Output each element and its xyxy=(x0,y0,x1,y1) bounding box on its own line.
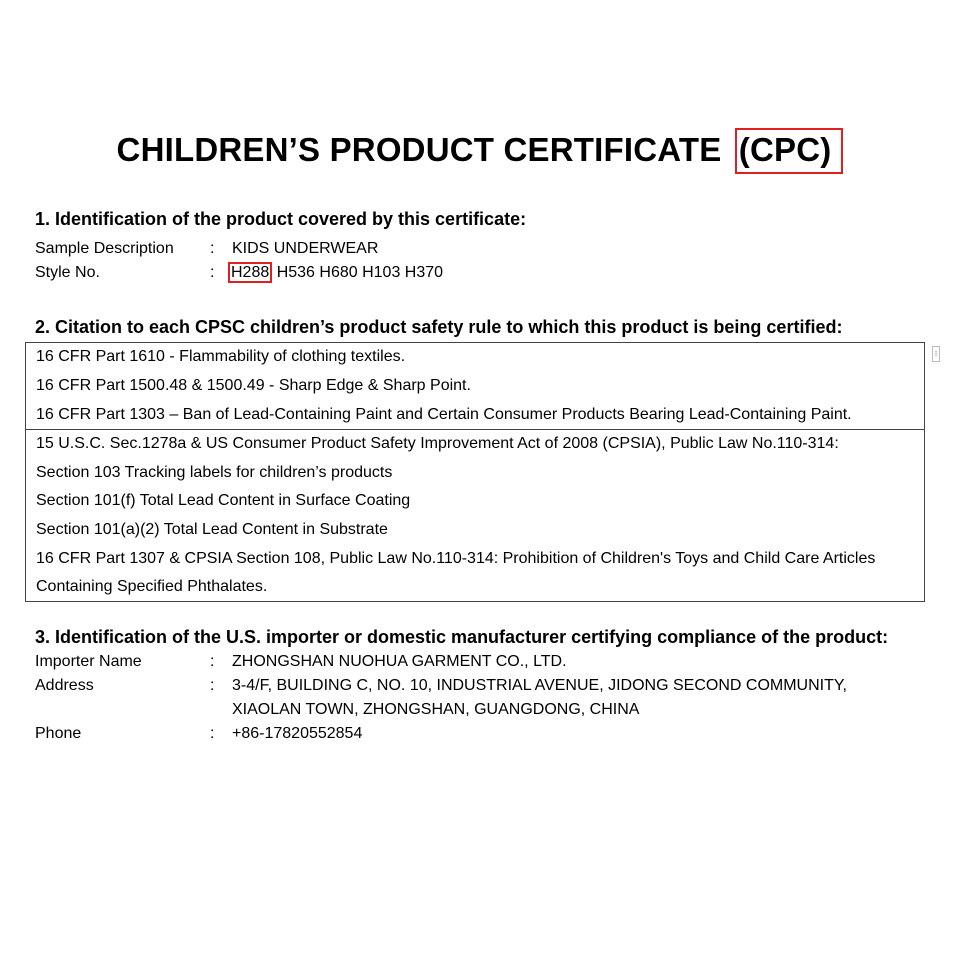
style-no-highlight: H288 xyxy=(228,262,272,283)
address-value-line-2: XIAOLAN TOWN, ZHONGSHAN, GUANGDONG, CHINA xyxy=(232,701,640,718)
rule-line: 16 CFR Part 1610 - Flammability of clothing textiles. xyxy=(36,348,406,365)
phone-colon: : xyxy=(210,725,215,742)
style-no-rest: H536 H680 H103 H370 xyxy=(276,264,444,281)
sample-description-label: Sample Description xyxy=(35,240,174,257)
sample-description-colon: : xyxy=(210,240,215,257)
address-colon: : xyxy=(210,677,215,694)
style-no-value xyxy=(231,262,443,284)
address-value-line-1: 3-4/F, BUILDING C, NO. 10, INDUSTRIAL AVENUE, JIDONG SECOND COMMUNITY, xyxy=(232,677,847,694)
rule-line: 15 U.S.C. Sec.1278a & US Consumer Product Safety Improvement Act of 2008 (CPSIA), Public Law No.110-314: xyxy=(36,435,839,452)
address-label: Address xyxy=(35,677,94,694)
importer-name-value: ZHONGSHAN NUOHUA GARMENT CO., LTD. xyxy=(232,653,567,670)
phone-label: Phone xyxy=(35,725,82,742)
rule-line: Section 103 Tracking labels for children’s products xyxy=(36,464,393,481)
rules-divider xyxy=(26,429,924,430)
importer-name-colon: : xyxy=(210,653,215,670)
importer-name-label: Importer Name xyxy=(35,653,142,670)
sample-description-value: KIDS UNDERWEAR xyxy=(232,240,379,257)
style-no-label: Style No. xyxy=(35,264,100,281)
rule-line: Containing Specified Phthalates. xyxy=(36,578,268,595)
title-main: CHILDREN’S PRODUCT CERTIFICATE xyxy=(116,131,722,168)
section-2-heading: 2. Citation to each CPSC children’s product safety rule to which this product is being certified: xyxy=(35,317,843,337)
style-no-colon: : xyxy=(210,264,215,281)
section-3-heading: 3. Identification of the U.S. importer or domestic manufacturer certifying compliance of the product: xyxy=(35,627,889,647)
rule-line: 16 CFR Part 1303 – Ban of Lead-Containing Paint and Certain Consumer Products Bearing Lead-Containing Paint. xyxy=(36,406,852,423)
rule-line: Section 101(f) Total Lead Content in Surface Coating xyxy=(36,492,411,509)
safety-rules-box xyxy=(25,342,925,602)
margin-marker-icon: ⁝ xyxy=(932,346,940,362)
certificate-title xyxy=(0,128,960,174)
section-1-heading: 1. Identification of the product covered by this certificate: xyxy=(35,209,527,229)
title-abbrev-highlight: (CPC) xyxy=(735,128,844,174)
rule-line: 16 CFR Part 1500.48 & 1500.49 - Sharp Edge & Sharp Point. xyxy=(36,377,471,394)
rule-line: 16 CFR Part 1307 & CPSIA Section 108, Public Law No.110-314: Prohibition of Children's Toys and Child Care Articles xyxy=(36,550,876,567)
rule-line: Section 101(a)(2) Total Lead Content in Substrate xyxy=(36,521,388,538)
phone-value: +86-17820552854 xyxy=(232,725,363,742)
